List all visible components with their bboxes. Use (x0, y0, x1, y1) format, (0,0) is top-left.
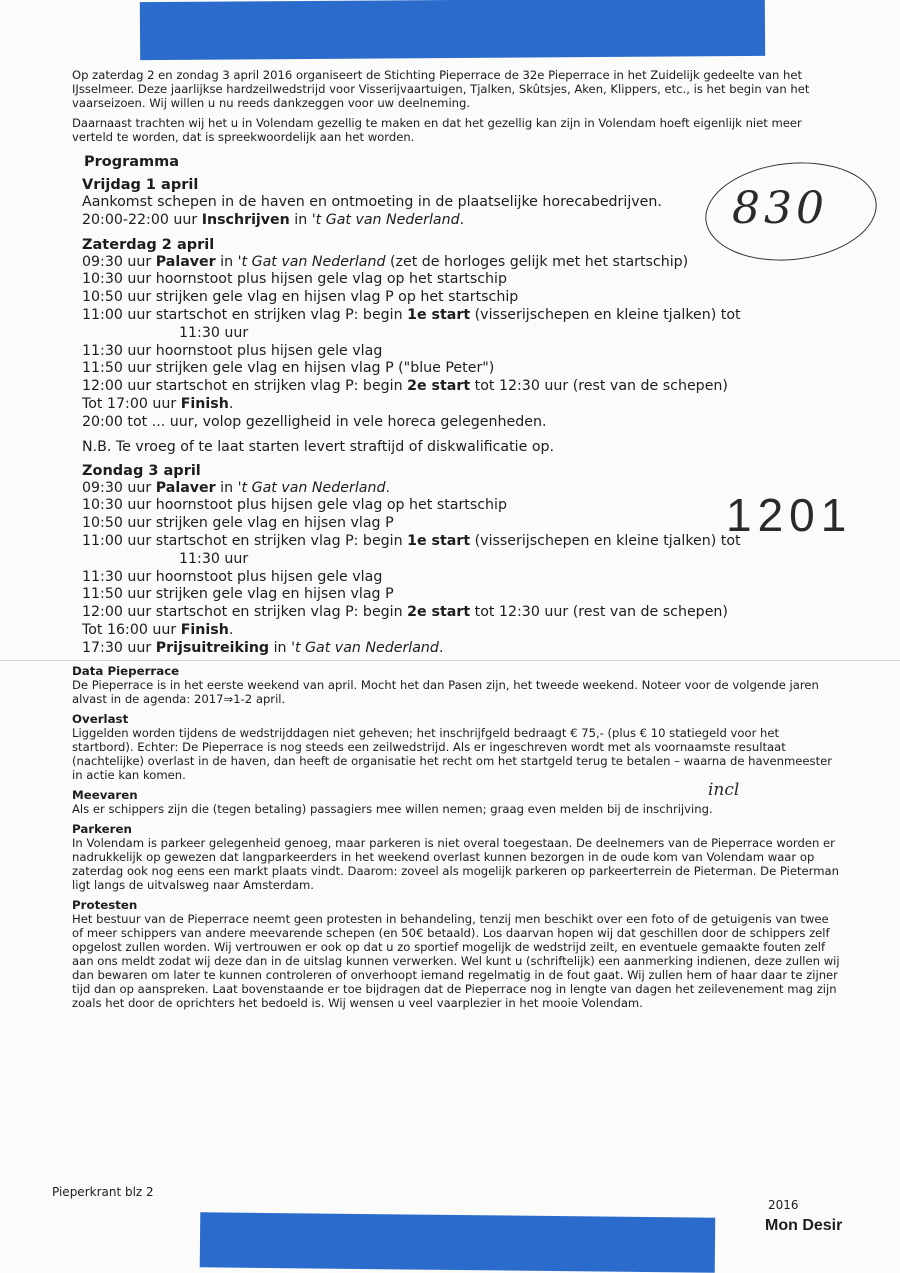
program-line (82, 569, 842, 587)
program-line-continuation: 11:30 uur (179, 324, 249, 341)
program-line-bold: 2e start (407, 604, 471, 621)
info-sections (72, 664, 842, 1010)
program-line-mid: in (289, 211, 312, 228)
program-line-pre: 11:30 uur hoornstoot plus hijsen gele vlag (82, 568, 383, 585)
intro-paragraph-2: Daarnaast trachten wij het u in Volendam gezellig te maken en dat het gezellig kan zijn in Volendam hoeft eigenlijk niet meer verteld te worden, dat is spreekwoordelijk aan het worden. (72, 116, 802, 144)
program-line-pre: 11:00 uur startschot en strijken vlag P: begin (82, 532, 408, 549)
program-line-pre: 11:30 uur hoornstoot plus hijsen gele vlag (82, 342, 383, 359)
program-line-pre: 10:50 uur strijken gele vlag en hijsen vlag P (82, 515, 394, 532)
section-body: Als er schippers zijn die (tegen betaling) passagiers mee willen nemen; graag even melden bij de inschrijving. (72, 801, 713, 816)
program-line-post: (visserijschepen en kleine tjalken) tot (470, 306, 741, 323)
section-body: Liggelden worden tijdens de wedstrijddagen niet geheven; het inschrijfgeld bedraagt € 75,- (plus € 10 statiegeld voor het startbord). Echter: De Pieperrace is nog steeds een zeilwedstrijd. Als er ingeschreven wordt met als voornaamste resultaat (nachtelijke) overlast in de haven, dan heeft de organisatie het recht om het startgeld terug te betalen – waarna de havenmeester in actie kan komen. (72, 725, 833, 782)
program-line (82, 396, 842, 414)
program-line-mid: in (269, 639, 292, 656)
program-line-bold: Finish (180, 395, 229, 412)
nb-note: N.B. Te vroeg of te laat starten levert straftijd of diskwalificatie op. (82, 438, 555, 455)
program-line-pre: 12:00 uur startschot en strijken vlag P: begin (82, 604, 408, 621)
program-line-bold: 1e start (407, 532, 471, 549)
program-line-pre: Tot 16:00 uur (82, 621, 181, 638)
program-line-post: tot 12:30 uur (rest van de schepen) (470, 604, 728, 621)
program-line-ital: 't Gat van Nederland (237, 253, 386, 270)
program-line-post: . (228, 395, 234, 412)
program-line (82, 254, 842, 272)
section-body: In Volendam is parkeer gelegenheid genoeg, maar parkeren is niet overal toegestaan. De deelnemers van de Pieperrace worden er nadrukkelijk op gewezen dat langparkeerders in het weekend overlast kunnen bezorgen in de oude kom van Volendam waar op zaterdag ook nog eens een markt plaats vindt. Daarom: zoveel als mogelijk parkeren op parkeerterrein de Pieterman. De Pieterman ligt langs de uitvalsweg naar Amsterdam. (72, 835, 839, 892)
program-line-pre: Aankomst schepen in de haven en ontmoeting in de plaatselijke horecabedrijven. (82, 194, 662, 210)
program-line-ital: 't Gat van Nederland (291, 639, 439, 656)
program-line-pre: 09:30 uur (82, 253, 156, 270)
program-line-post: (visserijschepen en kleine tjalken) tot (470, 532, 741, 549)
program-line-pre: 12:00 uur startschot en strijken vlag P: begin (82, 378, 408, 395)
day-heading: Zaterdag 2 april (82, 236, 215, 253)
handwritten-number-middle: 1201 (726, 489, 853, 541)
program-line-bold: Palaver (155, 253, 216, 270)
program-line-pre: 20:00-22:00 uur (82, 211, 202, 228)
footer-brand: Mon Desir (765, 1217, 843, 1234)
program-line-pre: 20:00 tot ... uur, volop gezelligheid in vele horeca gelegenheden. (82, 413, 547, 430)
section-body: De Pieperrace is in het eerste weekend van april. Mocht het dan Pasen zijn, het tweede weekend. Noteer voor de volgende jaren alvast in de agenda: 2017⇒1-2 april. (72, 677, 819, 706)
section-heading: Meevaren (72, 787, 138, 802)
program-line (82, 414, 842, 432)
program-line-continuation: 11:30 uur (179, 550, 249, 567)
program-line (82, 378, 842, 396)
program-line-post: . (228, 621, 234, 638)
day-heading: Zondag 3 april (82, 462, 201, 479)
program-line-pre: Tot 17:00 uur (82, 395, 181, 412)
program-line-pre: 10:30 uur hoornstoot plus hijsen gele vlag op het startschip (82, 497, 508, 514)
section-heading: Protesten (72, 897, 138, 912)
program-line-bold: Prijsuitreiking (155, 639, 270, 656)
day-heading: Vrijdag 1 april (82, 177, 199, 193)
program-line (82, 360, 842, 378)
program-line-post: . (438, 639, 444, 656)
program-line-post: (zet de horloges gelijk met het startschip) (385, 253, 689, 270)
program-line-post: . (459, 211, 465, 228)
program-line-pre: 10:50 uur strijken gele vlag en hijsen vlag P op het startschip (82, 289, 519, 306)
program-line-post: tot 12:30 uur (rest van de schepen) (470, 378, 728, 395)
program-line-pre: 11:00 uur startschot en strijken vlag P: begin (82, 306, 408, 323)
program-line (82, 271, 842, 289)
program-line-bold: Inschrijven (201, 211, 290, 228)
intro-paragraph-1: Op zaterdag 2 en zondag 3 april 2016 organiseert de Stichting Pieperrace de 32e Pieperrace in het Zuidelijk gedeelte van het IJsselmeer. Deze jaarlijkse hardzeilwedstrijd voor Visserijvaartuigen, Tjalken, Skûtsjes, Aken, Klippers, etc., is het begin van het vaarseizoen. Wij willen u nu reeds dankzeggen voor uw deelneming. (72, 68, 810, 110)
program-line (82, 640, 842, 658)
section-heading: Data Pieperrace (72, 663, 180, 678)
program-line (82, 622, 842, 640)
blue-tape-top (140, 0, 765, 60)
program-line-ital: 't Gat van Nederland (237, 479, 386, 496)
blue-tape-bottom (200, 1212, 716, 1272)
program-line (82, 343, 842, 361)
program-line-mid: in (215, 479, 238, 496)
program-line-post: . (385, 479, 390, 496)
program-line-pre: 11:50 uur strijken gele vlag en hijsen vlag P (82, 586, 394, 603)
program-line-bold: 2e start (407, 378, 471, 395)
handwritten-note: incl (708, 780, 740, 800)
program-line-pre: 10:30 uur hoornstoot plus hijsen gele vlag op het startschip (82, 271, 508, 288)
program-line-bold: Finish (180, 621, 229, 638)
intro-section (72, 68, 842, 144)
program-line (82, 307, 842, 343)
section-heading: Overlast (72, 711, 129, 726)
program-line-ital: 't Gat van Nederland (311, 211, 460, 228)
section-heading: Parkeren (72, 821, 132, 836)
footer-year: 2016 (768, 1198, 799, 1212)
program-line-pre: 09:30 uur (82, 479, 156, 496)
program-line (82, 289, 842, 307)
handwritten-number-top: 830 (732, 183, 828, 234)
program-line (82, 604, 842, 622)
program-line-pre: 11:50 uur strijken gele vlag en hijsen vlag P ("blue Peter") (82, 360, 495, 377)
program-line-bold: Palaver (155, 479, 216, 496)
program-line (82, 586, 842, 604)
section-body: Het bestuur van de Pieperrace neemt geen protesten in behandeling, tenzij men beschikt over een foto of de getuigenis van twee of meer schippers van andere meevarende schepen (en 50€ betaald). Los daarvan hopen wij dat geschillen door de schippers zelf opgelost zullen worden. Wij vertrouwen er ook op dat u zo sportief mogelijk de wedstrijd zeilt, en eventuele gemaakte fouten zelf aan ons meldt zodat wij deze dan in de uitslag kunnen verwerken. Wel kunt u (schriftelijk) een aanmerking indienen, deze zullen wij dan bewaren om later te kunnen controleren of onverhoopt iemand regelmatig in de fout gaat. Wij zullen hem of haar daar te zijner tijd dan op aanspreken. Laat bovenstaande er toe bijdragen dat de Pieperrace nog in lengte van dagen het zeilevenement mag zijn zoals het door de oprichters het bedoeld is. Wij wensen u veel vaarplezier in het mooie Volendam. (72, 911, 840, 1010)
program-line-pre: 17:30 uur (82, 639, 156, 656)
program-line-bold: 1e start (407, 306, 471, 323)
programma-heading: Programma (84, 154, 180, 170)
footer-page-label: Pieperkrant blz 2 (52, 1185, 154, 1199)
program-line-mid: in (215, 253, 238, 270)
